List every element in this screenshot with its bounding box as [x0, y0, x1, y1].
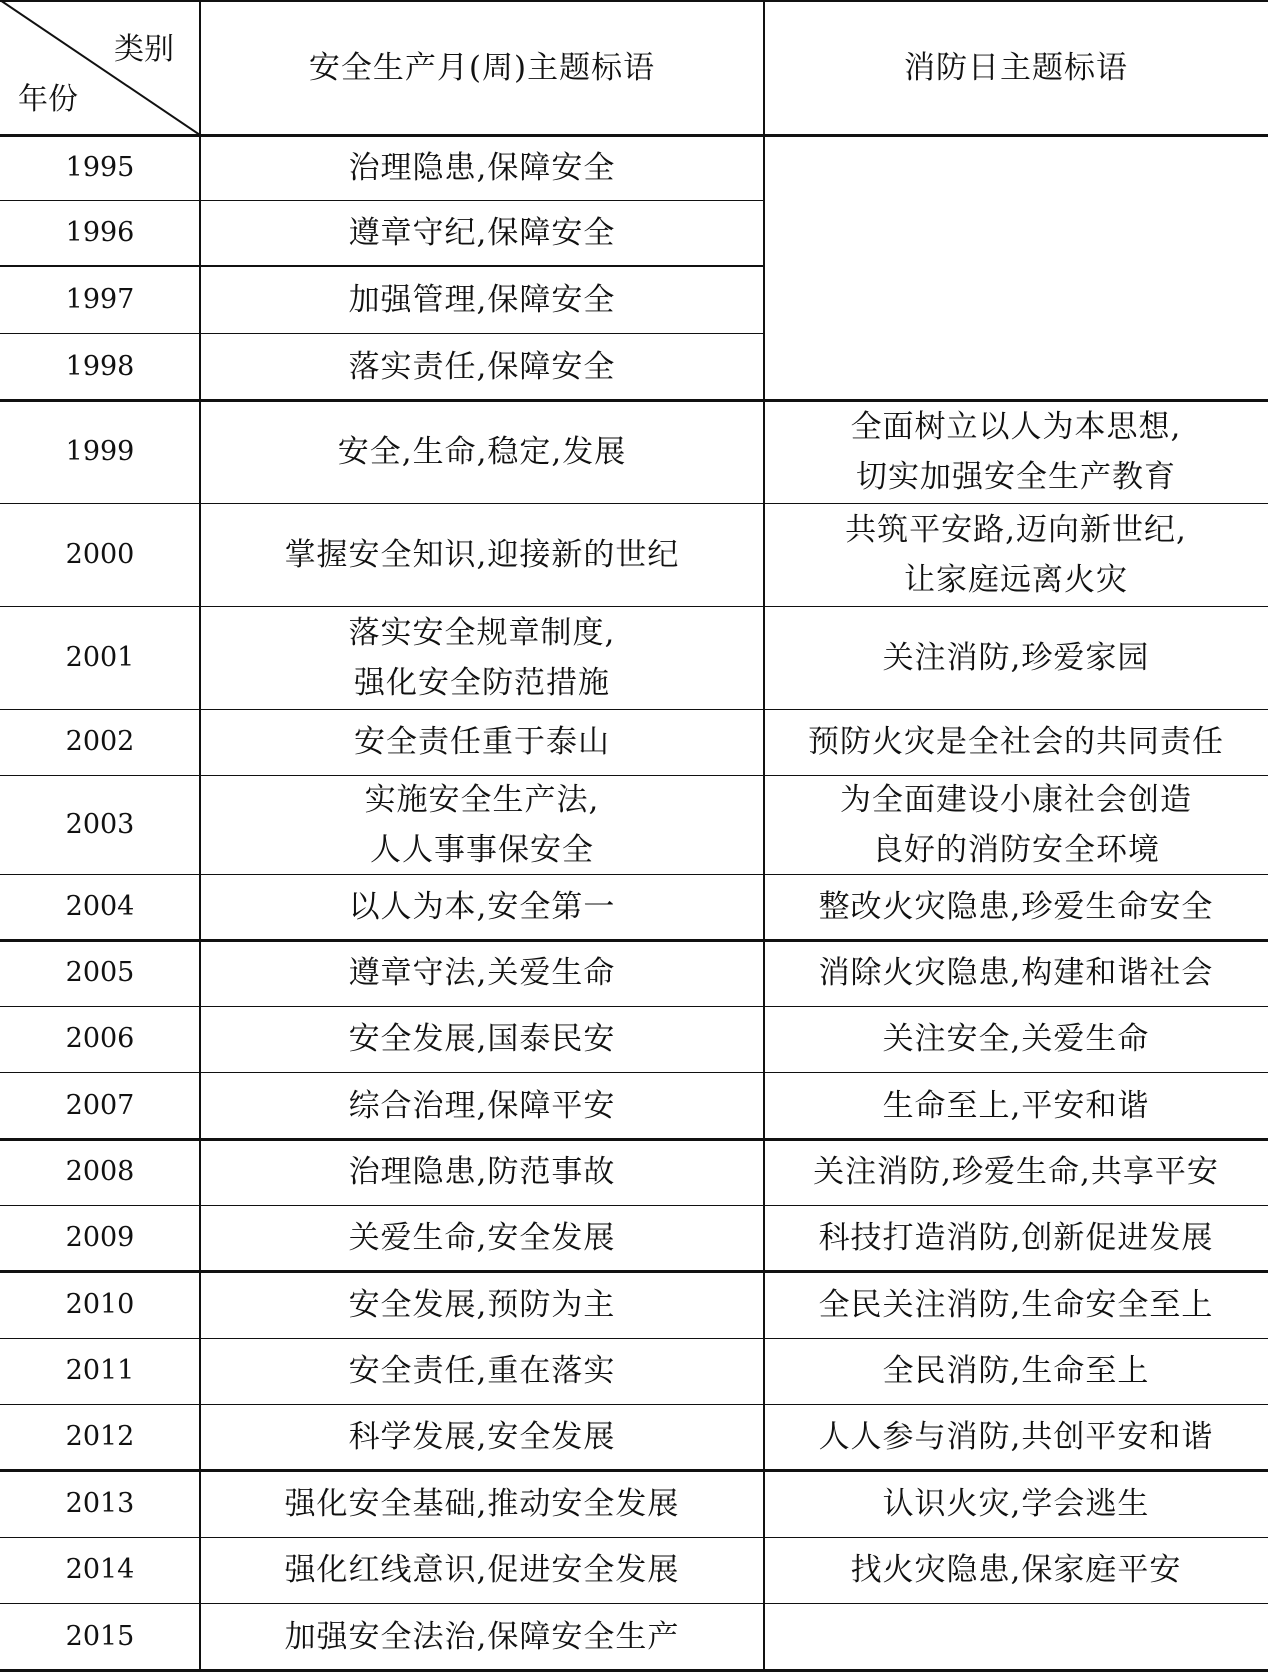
year-cell: 2012	[65, 1421, 135, 1452]
year-cell: 2003	[65, 808, 135, 840]
fire-slogan-cell: 关注安全,关爱生命	[882, 1021, 1150, 1057]
fire-slogan-cell: 全民关注消防,生命安全至上	[818, 1286, 1214, 1323]
fire-slogan-cell: 认识火灾,学会逃生	[882, 1485, 1150, 1522]
category-label: 类别	[114, 32, 174, 67]
year-cell: 1997	[65, 283, 135, 315]
year-cell: 2010	[65, 1288, 135, 1320]
year-cell: 1999	[65, 435, 135, 467]
safety-slogan-cell: 安全责任,重在落实	[348, 1353, 616, 1389]
year-cell: 2001	[65, 641, 135, 673]
fire-slogan-cell: 关注消防,珍爱家园	[882, 639, 1150, 676]
fire-slogan-cell: 人人参与消防,共创平安和谐	[818, 1419, 1214, 1455]
fire-slogan-cell	[764, 135, 1268, 200]
fire-slogan-cell: 全民消防,生命至上	[882, 1353, 1150, 1389]
year-cell: 2013	[65, 1487, 135, 1519]
safety-slogan-cell: 加强安全法治,保障安全生产	[284, 1618, 680, 1655]
safety-slogan-cell: 治理隐患,防范事故	[348, 1154, 616, 1190]
safety-slogan-cell: 科学发展,安全发展	[348, 1419, 616, 1455]
year-cell: 2002	[65, 726, 135, 757]
safety-slogan-cell: 强化安全基础,推动安全发展	[284, 1485, 680, 1522]
year-cell: 1998	[65, 350, 135, 382]
fire-slogan-cell: 整改火灾隐患,珍爱生命安全	[818, 889, 1214, 925]
year-cell: 2011	[65, 1355, 135, 1386]
year-cell: 2015	[65, 1620, 135, 1652]
safety-slogan-cell: 落实安全规章制度, 强化安全防范措施	[348, 614, 616, 701]
fire-slogan-cell: 共筑平安路,迈向新世纪, 让家庭远离火灾	[845, 511, 1187, 598]
safety-slogan-cell: 落实责任,保障安全	[348, 348, 616, 385]
safety-slogan-cell: 以人为本,安全第一	[348, 889, 616, 925]
fire-slogan-cell: 为全面建设小康社会创造 良好的消防安全环境	[840, 781, 1192, 868]
year-cell: 1995	[65, 151, 135, 183]
fire-slogan-cell	[764, 266, 1268, 333]
safety-slogan-cell: 关爱生命,安全发展	[348, 1220, 616, 1256]
fire-slogan-cell	[764, 1603, 1268, 1670]
table-rule	[0, 0, 1268, 2]
year-label: 年份	[18, 82, 78, 117]
year-cell: 2007	[65, 1089, 135, 1121]
safety-slogan-cell: 加强管理,保障安全	[348, 281, 616, 318]
fire-slogan-cell: 找火灾隐患,保家庭平安	[850, 1552, 1182, 1588]
column-header-safety: 安全生产月(周)主题标语	[308, 49, 656, 86]
fire-slogan-cell: 科技打造消防,创新促进发展	[818, 1220, 1214, 1256]
year-cell: 1996	[65, 217, 135, 248]
fire-slogan-cell	[764, 200, 1268, 266]
safety-slogan-cell: 治理隐患,保障安全	[348, 149, 616, 186]
year-cell: 2000	[65, 538, 135, 570]
year-cell: 2009	[65, 1222, 135, 1253]
safety-slogan-cell: 安全发展,国泰民安	[348, 1021, 616, 1057]
year-cell: 2006	[65, 1023, 135, 1054]
safety-slogan-cell: 遵章守法,关爱生命	[348, 955, 616, 991]
year-cell: 2004	[65, 891, 135, 922]
safety-slogan-cell: 强化红线意识,促进安全发展	[284, 1552, 680, 1588]
fire-slogan-cell: 消除火灾隐患,构建和谐社会	[818, 955, 1214, 991]
safety-slogan-cell: 安全发展,预防为主	[348, 1286, 616, 1323]
fire-slogan-cell: 预防火灾是全社会的共同责任	[808, 724, 1224, 760]
safety-slogan-cell: 掌握安全知识,迎接新的世纪	[284, 536, 680, 573]
safety-slogan-cell: 实施安全生产法, 人人事事保安全	[364, 781, 600, 868]
fire-slogan-cell	[764, 333, 1268, 400]
year-cell: 2014	[65, 1554, 135, 1585]
year-cell: 2008	[65, 1156, 135, 1187]
fire-slogan-cell: 生命至上,平安和谐	[882, 1087, 1150, 1124]
year-cell: 2005	[65, 957, 135, 988]
column-header-fire: 消防日主题标语	[904, 49, 1128, 86]
safety-slogan-cell: 安全责任重于泰山	[354, 724, 610, 760]
safety-slogan-cell: 遵章守纪,保障安全	[348, 215, 616, 251]
safety-slogan-cell: 安全,生命,稳定,发展	[337, 433, 627, 470]
fire-slogan-cell: 全面树立以人为本思想, 切实加强安全生产教育	[850, 408, 1182, 495]
safety-slogan-cell: 综合治理,保障平安	[348, 1087, 616, 1124]
fire-slogan-cell: 关注消防,珍爱生命,共享平安	[813, 1154, 1219, 1190]
